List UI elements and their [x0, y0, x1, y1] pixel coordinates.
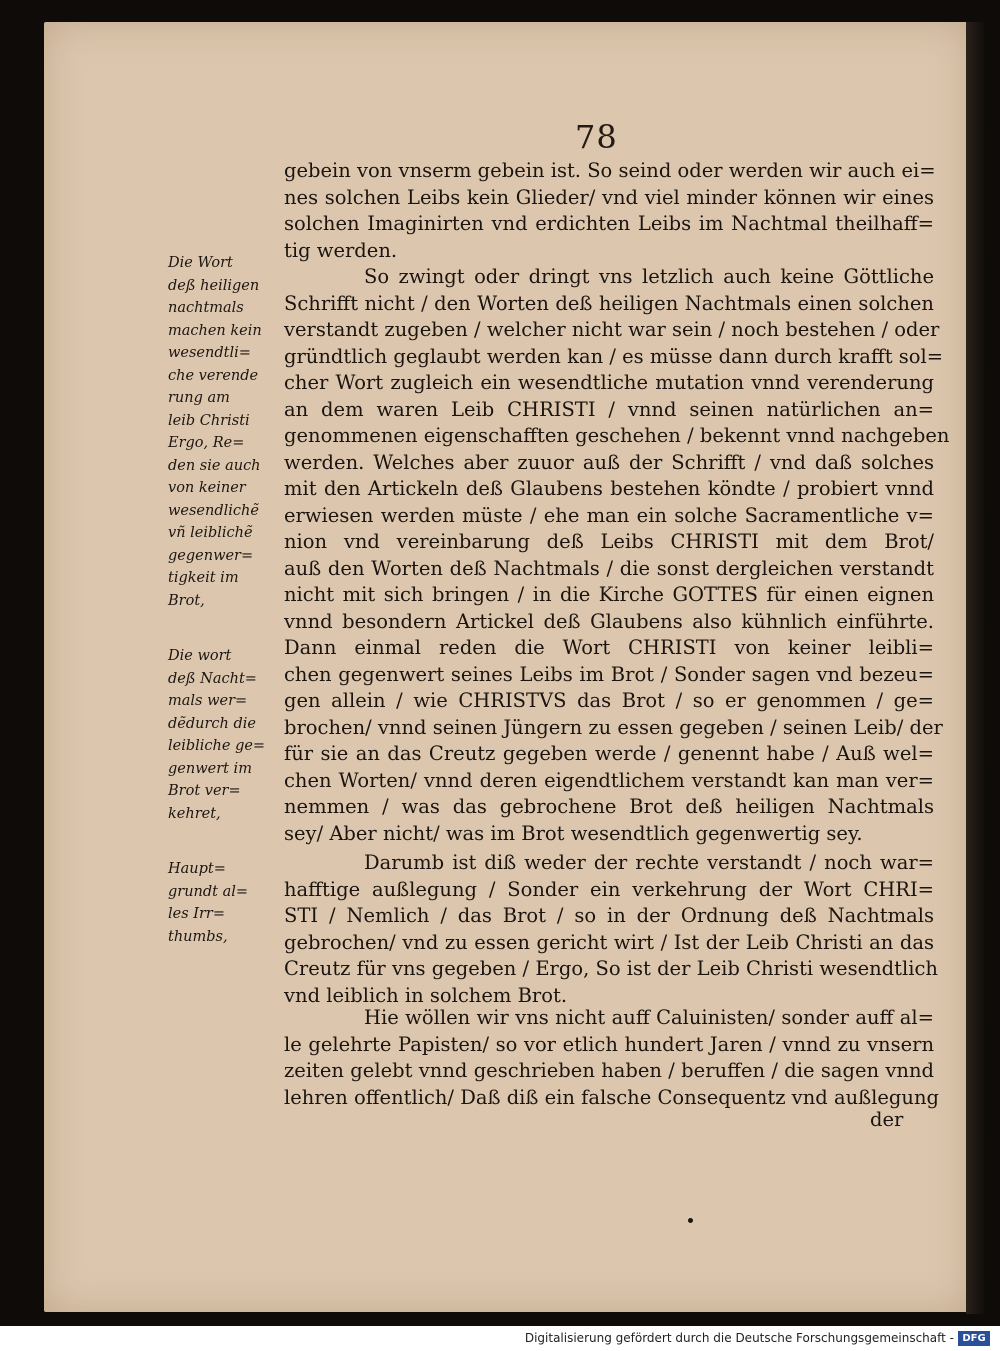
- margin-note-line: thumbs,: [168, 928, 228, 945]
- text-line: le gelehrte Papisten/ so vor etlich hundert Jaren / vnnd zu vnsern: [284, 1032, 934, 1056]
- text-line: nion vnd vereinbarung deß Leibs CHRISTI mit dem Brot/: [284, 530, 934, 553]
- page-edge: [966, 22, 984, 1314]
- text-line: werden. Welches aber zuuor auß der Schrifft / vnd daß solches: [284, 450, 934, 474]
- text-line: solchen Imaginirten vnd erdichten Leibs im Nachtmal theilhaff=: [284, 212, 934, 235]
- text-line: gen allein / wie CHRISTVS das Brot / so er genommen / ge=: [284, 689, 934, 712]
- margin-note-line: rung am: [168, 390, 230, 406]
- text-line: gebein von vnserm gebein ist. So seind oder werden wir auch ei=: [284, 159, 936, 182]
- margin-note-line: dẽdurch die: [168, 715, 256, 732]
- margin-note-line: Die Wort: [168, 255, 233, 271]
- margin-note-line: mals wer=: [168, 693, 248, 709]
- page-number: 78: [575, 118, 618, 156]
- text-line: nicht mit sich bringen / in die Kirche GOTTES für einen eignen: [284, 583, 934, 606]
- text-line: hafftige außlegung / Sonder ein verkehrung der Wort CHRI=: [284, 877, 934, 901]
- margin-note-line: leib Christi: [168, 412, 250, 429]
- margin-note-line: wesendlichẽ: [168, 502, 259, 519]
- text-line: zeiten gelebt vnnd geschrieben haben / beruffen / die sagen vnnd: [284, 1059, 934, 1082]
- margin-note-line: wesendtli=: [168, 345, 251, 361]
- footer-bar: [0, 1326, 1000, 1351]
- footer-credit: Digitalisierung gefördert durch die Deutsche Forschungsgemeinschaft -: [524, 1331, 954, 1345]
- text-line: für sie an das Creutz gegeben werde / genennt habe / Auß wel=: [284, 742, 934, 765]
- text-line: Schrifft nicht / den Worten deß heiligen Nachtmals einen solchen: [284, 291, 934, 315]
- text-line: Hie wöllen wir vns nicht auff Caluinisten/ sonder auff al=: [364, 1006, 934, 1029]
- dfg-logo: DFG: [958, 1331, 990, 1346]
- text-line: brochen/ vnnd seinen Jüngern zu essen gegeben / seinen Leib/ der: [284, 715, 943, 739]
- paragraph-3: [284, 850, 938, 1009]
- margin-note-line: Brot,: [168, 592, 205, 609]
- text-line: tig werden.: [284, 238, 398, 262]
- text-line: Darumb ist diß weder der rechte verstandt / noch war=: [364, 851, 934, 874]
- text-line: mit den Artickeln deß Glaubens bestehen köndte / probiert vnnd: [284, 477, 934, 500]
- text-line: STI / Nemlich / das Brot / so in der Ordnung deß Nachtmals: [284, 904, 934, 927]
- text-line: vnnd besondern Artickel deß Glaubens also kühnlich einführte.: [284, 609, 934, 633]
- text-line: Dann einmal reden die Wort CHRISTI von keiner leibli=: [284, 636, 934, 659]
- margin-note-line: Die wort: [168, 648, 232, 664]
- text-line: chen gegenwert seines Leibs im Brot / Sonder sagen vnd bezeu=: [284, 662, 934, 686]
- text-line: an dem waren Leib CHRISTI / vnnd seinen natürlichen an=: [284, 397, 934, 421]
- margin-note-line: deß Nacht=: [168, 670, 257, 687]
- margin-note-line: Ergo, Re=: [168, 435, 245, 451]
- paragraph-1: [284, 158, 934, 264]
- text-line: nemmen / was das gebrochene Brot deß heiligen Nachtmals: [284, 795, 934, 818]
- margin-note-line: leibliche ge=: [168, 738, 266, 754]
- paragraph-4: [284, 1005, 940, 1111]
- text-line: vnd leiblich in solchem Brot.: [284, 983, 568, 1007]
- text-line: So zwingt oder dringt vns letzlich auch keine Göttliche: [364, 265, 934, 288]
- margin-note-line: les Irr=: [168, 906, 226, 922]
- margin-note-line: den sie auch: [168, 457, 261, 474]
- margin-note-2: [168, 645, 276, 825]
- text-line: cher Wort zugleich ein wesendtliche mutation vnnd verenderung: [284, 371, 934, 394]
- text-line: genommenen eigenschafften geschehen / bekennt vnnd nachgeben: [284, 424, 950, 447]
- margin-note-line: Haupt=: [168, 861, 226, 877]
- text-line: erwiesen werden müste / ehe man ein solche Sacramentliche v=: [284, 503, 934, 527]
- text-line: chen Worten/ vnnd deren eigendtlichem verstandt kan man ver=: [284, 768, 934, 792]
- ink-dot: [688, 1218, 693, 1223]
- margin-note-line: grundt al=: [168, 883, 249, 900]
- margin-note-line: kehret,: [168, 805, 221, 822]
- margin-note-line: vñ leiblichẽ: [168, 525, 253, 541]
- paragraph-2: [284, 264, 950, 847]
- text-line: nes solchen Leibs kein Glieder/ vnd viel minder können wir eines: [284, 185, 934, 209]
- margin-note-line: che verende: [168, 367, 259, 384]
- text-line: auß den Worten deß Nachtmals / die sonst dergleichen verstandt: [284, 556, 934, 580]
- text-line: lehren offentlich/ Daß diß ein falsche Consequentz vnd außlegung: [284, 1085, 940, 1109]
- text-line: gründtlich geglaubt werden kan / es müsse dann durch krafft sol=: [284, 344, 944, 368]
- margin-note-line: genwert im: [168, 760, 252, 777]
- margin-note-line: machen kein: [168, 322, 262, 339]
- margin-note-line: von keiner: [168, 480, 246, 496]
- margin-note-line: Brot ver=: [168, 783, 241, 799]
- text-line: sey/ Aber nicht/ was im Brot wesendtlich gegenwertig sey.: [284, 821, 863, 845]
- margin-note-3: [168, 858, 276, 948]
- text-line: Creutz für vns gegeben / Ergo, So ist der Leib Christi wesendtlich: [284, 957, 938, 980]
- margin-note-line: gegenwer=: [168, 547, 254, 564]
- catchword: der: [870, 1108, 904, 1131]
- margin-note-1: [168, 252, 276, 612]
- margin-note-line: deß heiligen: [168, 277, 260, 294]
- text-line: verstandt zugeben / welcher nicht war sein / noch bestehen / oder: [284, 318, 940, 341]
- text-line: gebrochen/ vnd zu essen gericht wirt / Ist der Leib Christi an das: [284, 930, 934, 954]
- margin-note-line: nachtmals: [168, 300, 244, 316]
- margin-note-line: tigkeit im: [168, 570, 239, 586]
